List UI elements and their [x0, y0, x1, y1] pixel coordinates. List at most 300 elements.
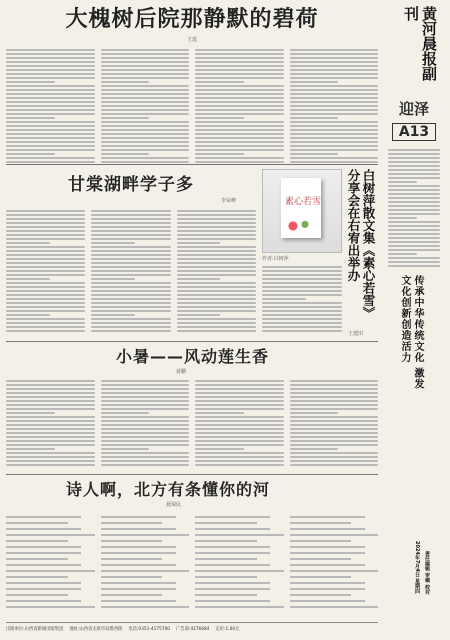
body-text-line: [195, 85, 284, 87]
poem-line: [6, 570, 95, 572]
body-text-line: [195, 89, 284, 91]
divider: [6, 341, 378, 342]
body-text-line: [101, 452, 190, 454]
body-text-line: [177, 210, 256, 212]
poem-line: [6, 558, 68, 560]
poem-line: [290, 600, 365, 602]
body-text-line: [101, 460, 190, 462]
poem-line: [6, 534, 95, 536]
body-text-line: [262, 330, 342, 332]
body-text-line: [91, 222, 170, 224]
body-text-line: [290, 77, 379, 79]
body-text-line: [290, 109, 379, 111]
body-text-line: [6, 456, 95, 458]
body-text-line: [290, 404, 379, 406]
feature-block: [262, 169, 378, 339]
body-text-line: [388, 157, 440, 159]
body-text-line: [195, 77, 284, 79]
body-text-line: [6, 258, 85, 260]
body-text-line: [91, 290, 170, 292]
body-text-line: [388, 169, 440, 171]
body-text-line: [177, 222, 256, 224]
body-text-line: [195, 432, 284, 434]
article-4-title: 诗人啊，北方有条懂你的河: [66, 480, 271, 499]
footer-phone: 电话:0351-4175700: [128, 627, 170, 632]
body-text-line: [6, 246, 85, 248]
body-text-line: [388, 197, 440, 199]
divider: [6, 474, 378, 475]
body-text-line: [6, 452, 95, 454]
body-text-line: [6, 230, 85, 232]
body-text-line: [6, 420, 95, 422]
body-text-line: [290, 428, 379, 430]
body-text-line: [6, 380, 95, 382]
body-text-line: [262, 274, 342, 276]
poem-line: [290, 552, 365, 554]
poem-line: [6, 546, 81, 548]
article-3-body: [6, 378, 378, 466]
body-text-line: [6, 53, 95, 55]
body-text-line: [6, 149, 95, 151]
body-text-line: [195, 412, 244, 414]
poem-line: [6, 588, 81, 590]
poem-line: [6, 528, 81, 530]
body-text-line: [290, 73, 379, 75]
body-text-line: [388, 249, 440, 251]
body-text-line: [388, 153, 440, 155]
body-text-line: [388, 161, 440, 163]
body-text-line: [101, 101, 190, 103]
body-text-line: [91, 266, 170, 268]
poem-line: [290, 528, 365, 530]
body-text-line: [177, 242, 221, 244]
body-text-line: [6, 157, 95, 159]
poem-line: [101, 582, 176, 584]
body-text-line: [101, 412, 150, 414]
body-text-line: [101, 400, 190, 402]
body-text-line: [290, 436, 379, 438]
body-text-line: [195, 384, 284, 386]
body-text-line: [290, 384, 379, 386]
poem-line: [195, 522, 257, 524]
body-text-line: [195, 53, 284, 55]
body-text-line: [290, 145, 379, 147]
body-text-line: [91, 318, 170, 320]
body-text-line: [388, 265, 440, 267]
body-text-line: [195, 125, 284, 127]
body-text-line: [195, 145, 284, 147]
body-text-line: [195, 57, 284, 59]
poem-line: [101, 534, 190, 536]
body-text-line: [6, 290, 85, 292]
body-text-line: [290, 392, 379, 394]
body-text-line: [6, 322, 85, 324]
poem-line: [195, 582, 270, 584]
body-text-line: [290, 161, 379, 163]
body-text-line: [290, 464, 379, 466]
body-text-line: [6, 89, 95, 91]
body-text-line: [290, 133, 379, 135]
body-text-line: [91, 278, 135, 280]
poem-line: [101, 528, 176, 530]
body-text-line: [195, 440, 284, 442]
body-text-line: [91, 330, 170, 332]
footer-ad: 广告部:4176684: [176, 627, 210, 632]
body-text-line: [6, 121, 95, 123]
body-text-line: [6, 214, 85, 216]
body-text-line: [290, 149, 379, 151]
body-text-line: [388, 189, 440, 191]
body-text-line: [6, 69, 95, 71]
body-text-line: [6, 298, 85, 300]
body-text-line: [290, 388, 379, 390]
poem-line: [101, 522, 163, 524]
body-text-line: [6, 222, 85, 224]
article-2-body: [6, 208, 256, 332]
body-text-line: [195, 133, 284, 135]
body-text-line: [195, 65, 284, 67]
body-text-line: [91, 258, 170, 260]
poem-line: [290, 516, 365, 518]
article-2-author: 李荣峰: [220, 198, 236, 204]
body-text-line: [6, 61, 95, 63]
body-text-line: [290, 416, 379, 418]
body-text-line: [6, 460, 95, 462]
body-text-line: [91, 226, 170, 228]
body-text-line: [6, 125, 95, 127]
body-text-line: [6, 266, 85, 268]
body-text-line: [262, 310, 342, 312]
body-text-line: [177, 322, 256, 324]
body-text-line: [290, 61, 379, 63]
body-text-line: [290, 121, 379, 123]
body-text-line: [262, 282, 342, 284]
body-text-line: [195, 400, 284, 402]
body-text-line: [177, 278, 221, 280]
body-text-line: [101, 149, 190, 151]
book-title-calligraphy: 素心若雪: [285, 197, 322, 207]
slogan: 传承中华传统文化 激发文化创新创造活力: [399, 275, 423, 390]
body-text-line: [6, 129, 95, 131]
body-text-line: [101, 428, 190, 430]
body-text-line: [101, 436, 190, 438]
poem-line: [290, 576, 352, 578]
poem-line: [101, 588, 176, 590]
footer-address: 地址:山西省太原市双塔西街: [69, 627, 123, 632]
feature-title: 白树萍散文集《素心若雪》分享会在右宥出举办: [346, 169, 376, 319]
body-text-line: [195, 380, 284, 382]
body-text-line: [290, 400, 379, 402]
body-text-line: [6, 408, 95, 410]
body-text-line: [91, 250, 170, 252]
body-text-line: [388, 233, 440, 235]
body-text-line: [177, 314, 221, 316]
body-text-line: [388, 261, 440, 263]
footer-publisher: 出版单位:山西省新闻出版集团: [6, 627, 64, 632]
poem-line: [101, 594, 163, 596]
body-text-line: [6, 448, 55, 450]
body-text-line: [290, 97, 379, 99]
body-text-line: [388, 149, 440, 151]
body-text-line: [195, 101, 284, 103]
body-text-line: [177, 226, 256, 228]
body-text-line: [6, 424, 95, 426]
body-text-line: [290, 460, 379, 462]
body-text-line: [6, 218, 85, 220]
body-text-line: [101, 97, 190, 99]
body-text-line: [101, 408, 190, 410]
body-text-line: [290, 129, 379, 131]
body-text-line: [91, 298, 170, 300]
body-text-line: [6, 133, 95, 135]
poem-line: [195, 588, 270, 590]
masthead-title: 黄河晨报副刊: [402, 6, 438, 81]
body-text-line: [177, 218, 256, 220]
poem-line: [101, 606, 190, 608]
body-text-line: [91, 314, 135, 316]
body-text-line: [101, 440, 190, 442]
poem-line: [195, 534, 284, 536]
body-text-line: [6, 250, 85, 252]
body-text-line: [91, 242, 135, 244]
poem-line: [101, 546, 176, 548]
body-text-line: [195, 452, 284, 454]
body-text-line: [101, 420, 190, 422]
body-text-line: [195, 153, 244, 155]
body-text-line: [177, 230, 256, 232]
body-text-line: [290, 137, 379, 139]
body-text-line: [6, 234, 85, 236]
body-text-line: [177, 258, 256, 260]
body-text-line: [6, 416, 95, 418]
body-text-line: [6, 93, 95, 95]
poem-line: [195, 540, 257, 542]
poem-line: [101, 516, 176, 518]
body-text-line: [6, 436, 95, 438]
body-text-line: [195, 105, 284, 107]
body-text-line: [6, 326, 85, 328]
body-text-line: [290, 153, 339, 155]
body-text-line: [91, 302, 170, 304]
body-text-line: [388, 245, 440, 247]
body-text-line: [6, 388, 95, 390]
body-text-line: [290, 113, 379, 115]
body-text-line: [177, 318, 256, 320]
body-text-line: [6, 432, 95, 434]
body-text-line: [101, 77, 190, 79]
body-text-line: [6, 153, 55, 155]
body-text-line: [195, 61, 284, 63]
body-text-line: [6, 396, 95, 398]
body-text-line: [101, 380, 190, 382]
body-text-line: [101, 125, 190, 127]
body-text-line: [177, 286, 256, 288]
body-text-line: [6, 392, 95, 394]
poem-line: [101, 576, 163, 578]
poem-line: [195, 558, 257, 560]
article-3: [6, 346, 378, 474]
body-text-line: [262, 290, 342, 292]
body-text-line: [177, 294, 256, 296]
poem-line: [290, 564, 365, 566]
article-4-author: 聂保民: [166, 502, 182, 508]
body-text-line: [177, 262, 256, 264]
body-text-line: [177, 274, 256, 276]
body-text-line: [6, 65, 95, 67]
poem-line: [6, 576, 68, 578]
page-number: A13: [392, 123, 436, 141]
body-text-line: [101, 392, 190, 394]
poem-line: [290, 540, 352, 542]
body-text-line: [195, 149, 284, 151]
photo-caption: 作者:白树萍: [262, 256, 289, 262]
poem-line: [195, 606, 284, 608]
body-text-line: [290, 424, 379, 426]
body-text-line: [6, 81, 55, 83]
body-text-line: [6, 145, 95, 147]
body-text-line: [290, 408, 379, 410]
body-text-line: [388, 257, 440, 259]
body-text-line: [177, 330, 256, 332]
poem-line: [6, 606, 95, 608]
body-text-line: [177, 298, 256, 300]
body-text-line: [6, 286, 85, 288]
article-4: [6, 479, 378, 619]
poem-line: [6, 522, 68, 524]
body-text-line: [101, 153, 150, 155]
poem-line: [101, 570, 190, 572]
body-text-line: [290, 448, 339, 450]
poem-line: [6, 540, 68, 542]
body-text-line: [6, 278, 50, 280]
poem-line: [290, 582, 365, 584]
body-text-line: [91, 322, 170, 324]
body-text-line: [91, 230, 170, 232]
article-1-author: 王选: [186, 37, 197, 43]
body-text-line: [177, 234, 256, 236]
body-text-line: [195, 436, 284, 438]
body-text-line: [6, 464, 95, 466]
side-masthead: [384, 6, 444, 634]
body-text-line: [6, 440, 95, 442]
body-text-line: [388, 173, 440, 175]
body-text-line: [262, 302, 342, 304]
body-text-line: [177, 326, 256, 328]
body-text-line: [177, 306, 256, 308]
body-text-line: [388, 213, 440, 215]
body-text-line: [177, 246, 256, 248]
body-text-line: [290, 157, 379, 159]
body-text-line: [101, 416, 190, 418]
body-text-line: [195, 424, 284, 426]
section-name: 迎泽: [398, 100, 429, 118]
poem-line: [290, 534, 379, 536]
body-text-line: [290, 93, 379, 95]
body-text-line: [6, 384, 95, 386]
body-text-line: [101, 53, 190, 55]
body-text-line: [6, 117, 55, 119]
body-text-line: [290, 105, 379, 107]
body-text-line: [101, 49, 190, 51]
body-text-line: [177, 282, 256, 284]
book-cover-photo: [262, 169, 342, 253]
body-text-line: [101, 388, 190, 390]
article-1-title: 大槐树后院那静默的碧荷: [65, 7, 319, 32]
body-text-line: [388, 217, 417, 219]
body-text-line: [91, 310, 170, 312]
poem-line: [290, 522, 352, 524]
body-text-line: [101, 105, 190, 107]
body-text-line: [101, 73, 190, 75]
poem-line: [101, 552, 176, 554]
poem-line: [101, 558, 163, 560]
body-text-line: [262, 314, 342, 316]
poem-line: [290, 558, 352, 560]
body-text-line: [195, 444, 284, 446]
body-text-line: [101, 448, 150, 450]
body-text-line: [6, 105, 95, 107]
body-text-line: [6, 314, 50, 316]
body-text-line: [101, 464, 190, 466]
body-text-line: [101, 85, 190, 87]
body-text-line: [101, 121, 190, 123]
body-text-line: [6, 238, 85, 240]
body-text-line: [6, 412, 55, 414]
poem-line: [290, 546, 365, 548]
date-line: 2024年7月4日 星期四: [414, 541, 420, 594]
body-text-line: [195, 464, 284, 466]
body-text-line: [388, 205, 440, 207]
body-text-line: [6, 97, 95, 99]
body-text-line: [6, 270, 85, 272]
body-text-line: [195, 121, 284, 123]
body-text-line: [195, 408, 284, 410]
poem-line: [195, 570, 284, 572]
body-text-line: [6, 109, 95, 111]
body-text-line: [91, 234, 170, 236]
body-text-line: [177, 270, 256, 272]
body-text-line: [262, 294, 342, 296]
main-column: [6, 6, 378, 619]
body-text-line: [388, 209, 440, 211]
body-text-line: [195, 69, 284, 71]
body-text-line: [6, 310, 85, 312]
editors-line: 责任编辑 审稿 校对: [424, 550, 430, 594]
footer-price: 定价:1.00元: [215, 627, 240, 632]
body-text-line: [388, 193, 440, 195]
body-text-line: [195, 396, 284, 398]
body-text-line: [101, 161, 190, 163]
body-text-line: [290, 412, 339, 414]
body-text-line: [177, 238, 256, 240]
body-text-line: [91, 274, 170, 276]
body-text-line: [6, 161, 95, 163]
body-text-line: [101, 65, 190, 67]
poem-line: [6, 516, 81, 518]
body-text-line: [195, 117, 244, 119]
body-text-line: [6, 294, 85, 296]
poem-line: [195, 594, 257, 596]
body-text-line: [290, 81, 339, 83]
body-text-line: [290, 57, 379, 59]
feature-author: 王建田: [348, 331, 364, 337]
body-text-line: [91, 214, 170, 216]
body-text-line: [195, 388, 284, 390]
body-text-line: [262, 298, 306, 300]
poem-line: [101, 600, 176, 602]
body-text-line: [290, 440, 379, 442]
body-text-line: [6, 318, 85, 320]
